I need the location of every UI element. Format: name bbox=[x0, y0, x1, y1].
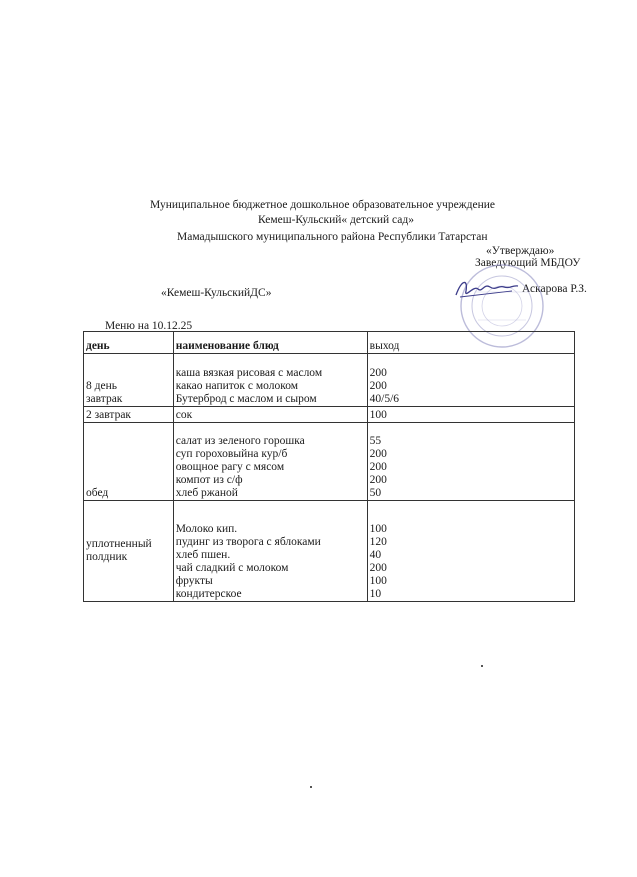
dish-item: компот из с/ф bbox=[175, 474, 243, 486]
output-item: 200 bbox=[369, 461, 387, 473]
day-cell bbox=[84, 423, 174, 501]
table-row bbox=[84, 501, 575, 602]
output-item: 200 bbox=[369, 367, 387, 379]
day-line: завтрак bbox=[86, 393, 123, 405]
org-title-line2: Кемеш-Кульский« детский сад» bbox=[258, 214, 415, 226]
output-item: 200 bbox=[369, 448, 387, 460]
dishes-cell bbox=[173, 423, 367, 501]
day-line: 2 завтрак bbox=[86, 409, 132, 421]
dish-item: салат из зеленого горошка bbox=[175, 435, 305, 447]
output-item: 40 bbox=[369, 549, 382, 561]
day-line: уплотненный bbox=[86, 538, 152, 550]
output-item: 200 bbox=[369, 380, 387, 392]
dish-item: овощное рагу с мясом bbox=[175, 461, 285, 473]
head-name: Аскарова Р.З. bbox=[522, 283, 587, 295]
output-item: 100 bbox=[369, 523, 387, 535]
day-line: 8 день bbox=[86, 380, 117, 392]
day-cell bbox=[84, 407, 174, 423]
dish-item: Бутерброд с маслом и сыром bbox=[175, 393, 317, 405]
output-item: 200 bbox=[369, 562, 387, 574]
scan-speck bbox=[481, 665, 483, 667]
header-dishes: наименование блюд bbox=[173, 332, 367, 354]
head-title: Заведующий МБДОУ bbox=[475, 257, 581, 269]
dish-item: какао напиток с молоком bbox=[175, 380, 299, 392]
table-row bbox=[84, 407, 575, 423]
dish-item: чай сладкий с молоком bbox=[175, 562, 289, 574]
output-item: 120 bbox=[369, 536, 387, 548]
dishes-cell bbox=[173, 407, 367, 423]
dishes-cell bbox=[173, 501, 367, 602]
output-item: 40/5/6 bbox=[369, 393, 400, 405]
day-line: полдник bbox=[86, 551, 128, 563]
menu-date: Меню на 10.12.25 bbox=[105, 320, 193, 332]
day-cell bbox=[84, 354, 174, 407]
day-line: обед bbox=[86, 487, 109, 499]
dish-item: суп гороховыйна кур/б bbox=[175, 448, 288, 460]
table-row bbox=[84, 423, 575, 501]
signature-icon bbox=[452, 275, 522, 301]
header-output: выход bbox=[367, 332, 574, 354]
output-item: 100 bbox=[369, 575, 387, 587]
output-cell bbox=[367, 407, 574, 423]
org-title-line3: Мамадышского муниципального района Республики Татарстан bbox=[177, 231, 488, 243]
scan-speck bbox=[310, 786, 312, 788]
dishes-cell bbox=[173, 354, 367, 407]
dish-item: кондитерское bbox=[175, 588, 242, 600]
menu-table bbox=[83, 331, 575, 602]
table-row bbox=[84, 354, 575, 407]
output-item: 10 bbox=[369, 588, 382, 600]
output-cell bbox=[367, 501, 574, 602]
day-cell bbox=[84, 501, 174, 602]
output-cell bbox=[367, 423, 574, 501]
output-item: 100 bbox=[369, 409, 387, 421]
dish-item: хлеб пшен. bbox=[175, 549, 231, 561]
output-item: 200 bbox=[369, 474, 387, 486]
org-title-line1: Муниципальное бюджетное дошкольное образовательное учреждение bbox=[150, 199, 495, 211]
dish-item: сок bbox=[175, 409, 193, 421]
table-header-row bbox=[84, 332, 575, 354]
output-item: 55 bbox=[369, 435, 382, 447]
output-cell bbox=[367, 354, 574, 407]
header-day: день bbox=[84, 332, 174, 354]
dish-item: каша вязкая рисовая с маслом bbox=[175, 367, 323, 379]
approval-label: «Утверждаю» bbox=[486, 245, 555, 257]
dish-item: Молоко кип. bbox=[175, 523, 238, 535]
dish-item: хлеб ржаной bbox=[175, 487, 238, 499]
dish-item: пудинг из творога с яблоками bbox=[175, 536, 321, 548]
dish-item: фрукты bbox=[175, 575, 213, 587]
output-item: 50 bbox=[369, 487, 382, 499]
school-short-name: «Кемеш-КульскийДС» bbox=[161, 287, 272, 299]
